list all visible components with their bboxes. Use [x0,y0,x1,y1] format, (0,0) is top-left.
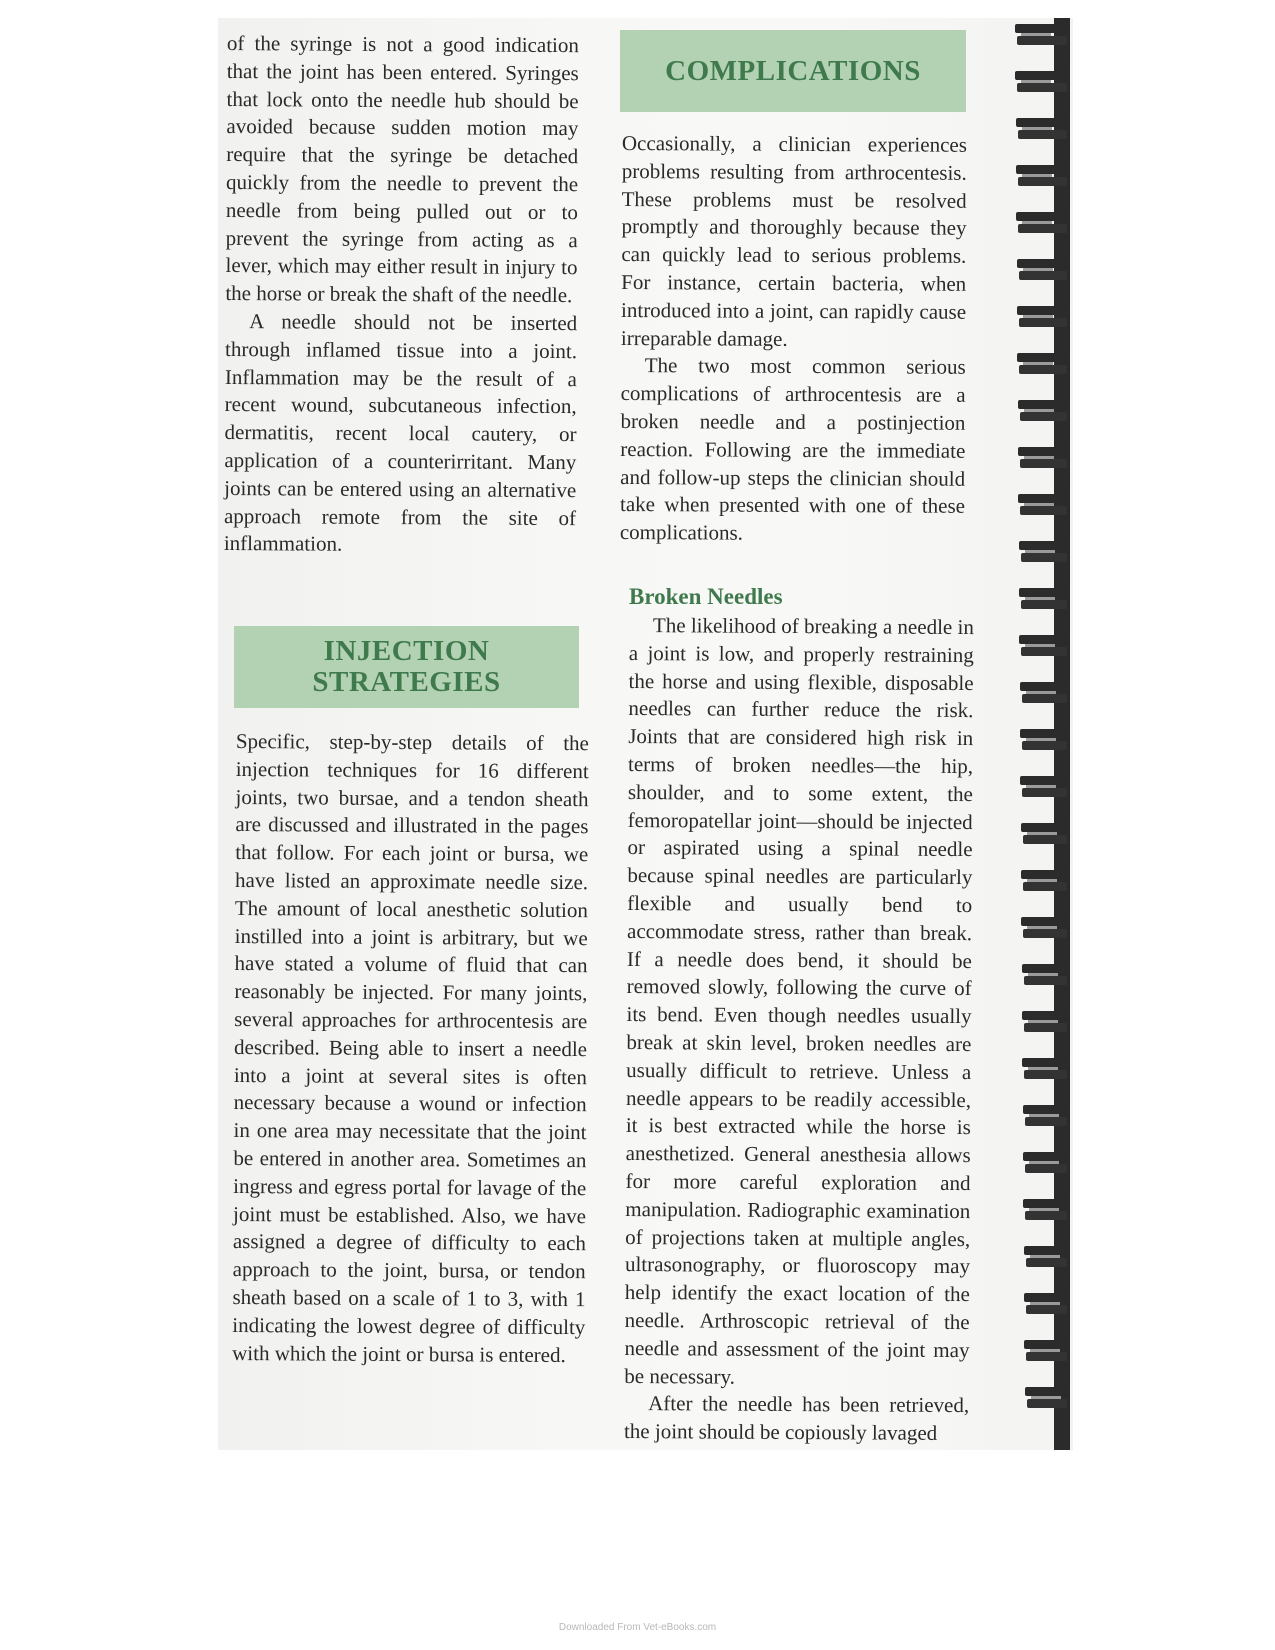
injection-strategies-heading-line1: INJECTION [323,635,490,667]
paragraph-injection-strategies: Specific, step-by-step details of the injection techniques for 16 different joints, two bursae, and a tendon sheath are discussed and illustrated in the pages that follow. For each joint or bursa, we have listed an approximate needle size. The amount of local anesthetic solution instilled into a joint is arbitrary, but we have stated a volume of fluid that can reasonably be injected. For many joints, several approaches for arthrocentesis are described. Being able to insert a needle into a joint at several sites is often necessary because a wound or infection in one area may necessitate that the joint be entered in another area. Sometimes an ingress and egress portal for lavage of the joint must be established. Also, we have assigned a degree of difficulty to each approach to the joint, bursa, or tendon sheath based on a scale of 1 to 3, with 1 indicating the lowest degree of difficulty with which the joint or bursa is entered. [232,729,589,1367]
left-column-upper-text [224,30,579,560]
complications-heading: COMPLICATIONS [665,55,921,87]
paragraph-complications-common: The two most common serious complications of arthrocentesis are a broken needle and a postinjection reaction. Following are the immediate and follow-up steps the clinician should take when presented with one of these complications. [619,353,966,545]
broken-needles-heading: Broken Needles [629,584,783,609]
paragraph-complications-intro: Occasionally, a clinician experiences problems resulting from arthrocentesis. These problems must be resolved promptly and thoroughly because they can quickly lead to serious problems. For instance, certain bacteria, when introduced into a joint, can rapidly cause irreparable damage. [620,130,967,351]
broken-needles-text [624,612,974,1448]
spiral-binding [1012,18,1070,1450]
paragraph-syringe: of the syringe is not a good indication that the joint has been entered. Syringes that lock onto the needle hub should be avoided because sudden motion may require that the syringe be detached quickly from the needle to prevent the needle from being pulled out or to prevent the syringe from acting as a lever, which may either result in injury to the horse or break the shaft of the needle. [225,30,579,308]
paragraph-after-retrieval: After the needle has been retrieved, the joint should be copiously lavaged [623,1391,970,1446]
paragraph-broken-needles: The likelihood of breaking a needle in a joint is low, and properly restraining the horse and using flexible, disposable needles can further reduce the risk. Joints that are considered high risk in terms of broken needles—the hip, shoulder, and to some extent, the femoropatellar joint—should be injected or aspirated using a spinal needle because spinal needles are particularly flexible and usually bend to accommodate stress, rather than break. If a needle does bend, it should be removed slowly, following the curve of its bend. Even though needles usually break at skin level, broken needles are usually difficult to retrieve. Unless a needle appears to be readily accessible, it is best extracted while the horse is anesthetized. General anesthesia allows for more careful exploration and manipulation. Radiographic examination of projections taken at multiple angles, ultrasonography, or fluoroscopy may help identify the exact location of the needle. Arthroscopic retrieval of the needle and assessment of the joint may be necessary. [624,613,974,1389]
injection-strategies-text [232,728,589,1369]
complications-banner [620,30,966,112]
injection-strategies-heading-line2: STRATEGIES [312,666,501,698]
injection-strategies-banner [234,626,579,708]
download-footer: Downloaded From Vet-eBooks.com [558,1622,717,1633]
paragraph-inflamed-tissue: A needle should not be inserted through inflamed tissue into a joint. Inflammation may be the result of a recent wound, subcutaneous infection, dermatitis, recent local cautery, or application of a counterirritant. Many joints can be entered using an alternative approach remote from the site of inflammation. [223,309,578,557]
spiral-coil [1025,1387,1067,1408]
complications-text [620,130,967,549]
